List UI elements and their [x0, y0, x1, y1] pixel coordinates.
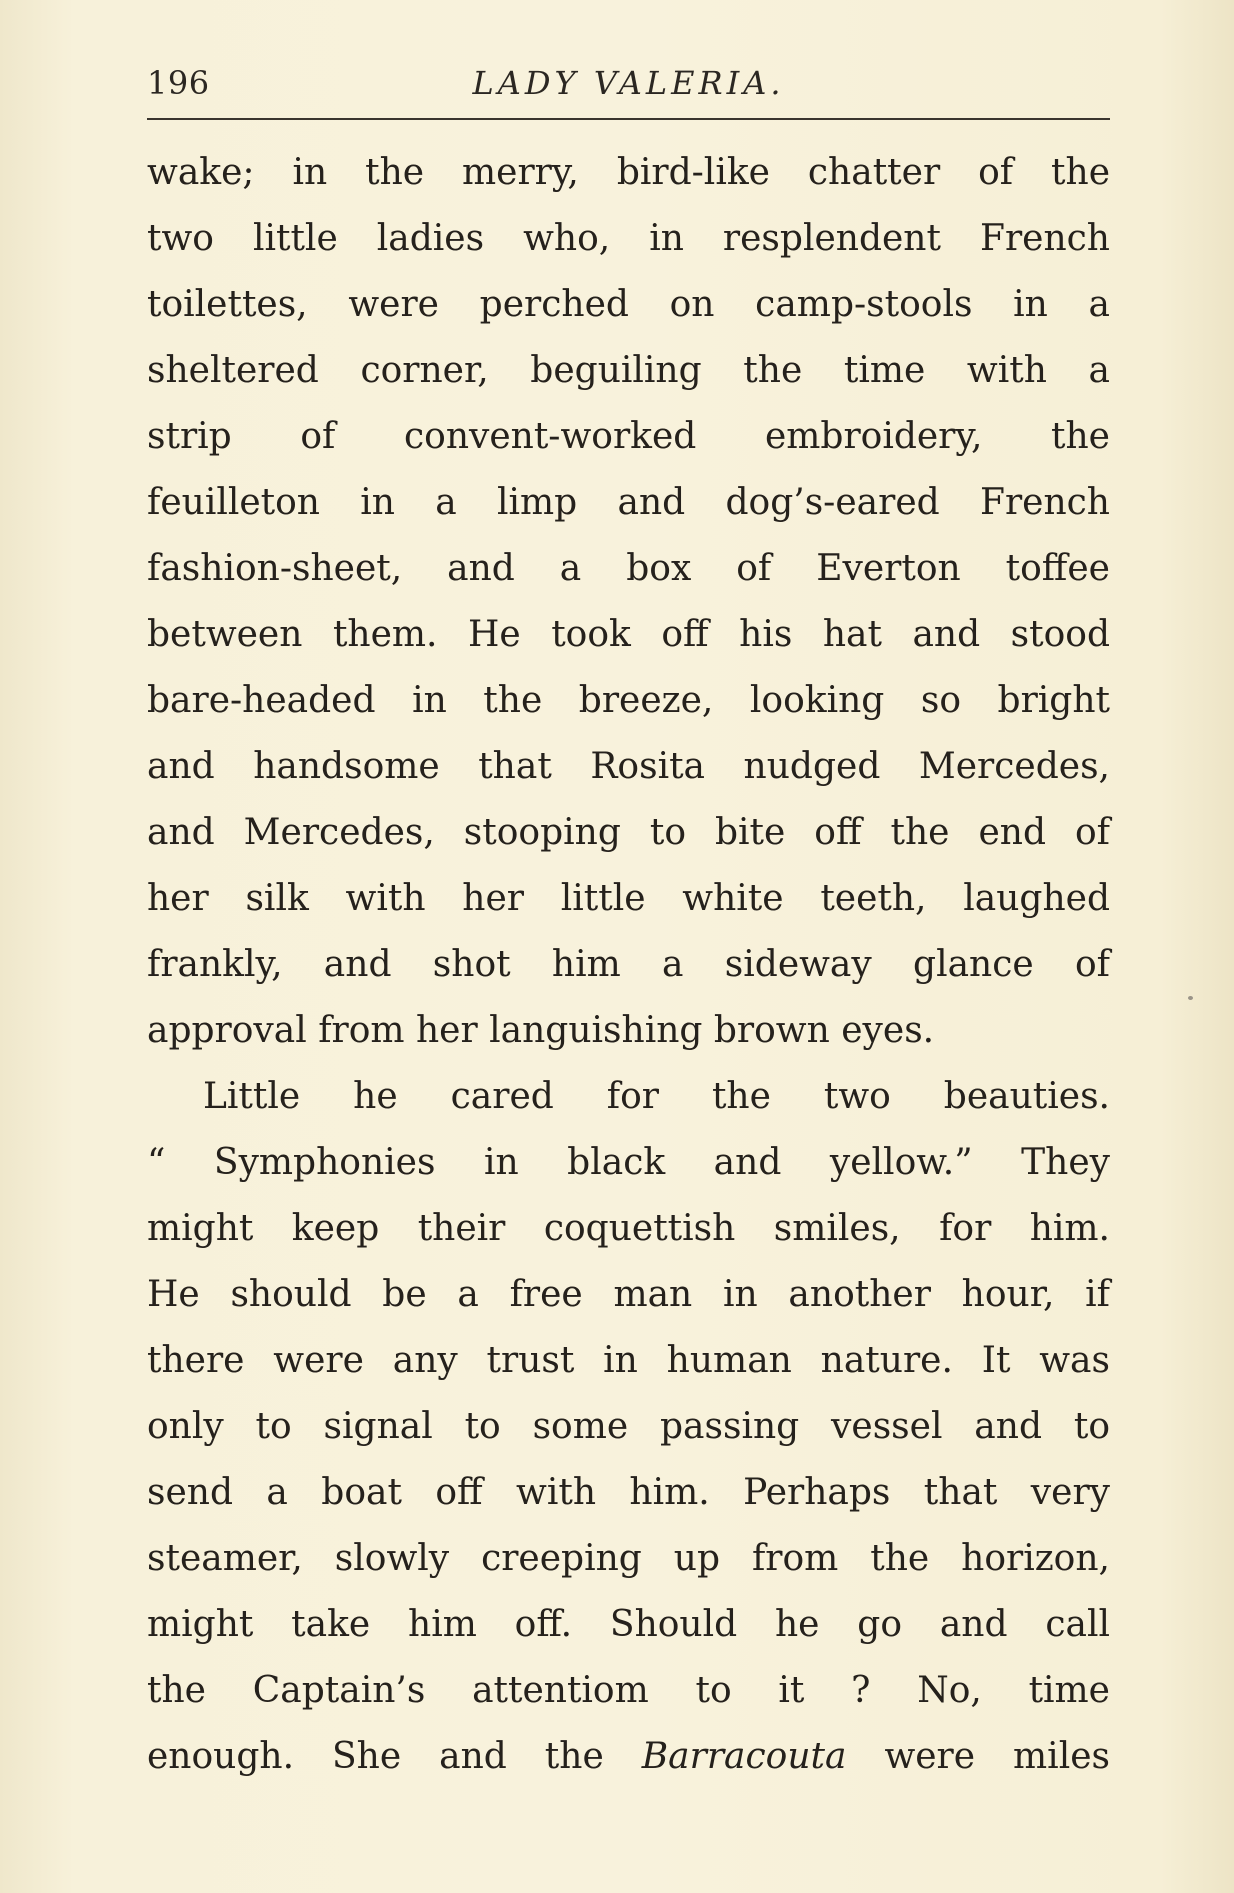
running-head [147, 58, 1110, 110]
text-line: only to signal to some passing vessel and to [147, 1406, 1110, 1447]
running-title: LADY VALERIA. [472, 64, 785, 102]
text-line: feuilleton in a limp and dog’s-eared French [147, 482, 1110, 523]
ship-name-italic: Barracouta [641, 1736, 847, 1777]
text-line: bare-headed in the breeze, looking so bright [147, 680, 1110, 721]
text-line: strip of convent-worked embroidery, the [147, 416, 1110, 457]
text-line-with-italic [147, 1724, 1110, 1790]
text-line: and Mercedes, stooping to bite off the end of [147, 812, 1110, 853]
text-line: the Captain’s attentiom to it ? No, time [147, 1670, 1110, 1711]
text-segment: enough. She and the [147, 1736, 642, 1777]
text-line: steamer, slowly creeping up from the horizon, [147, 1538, 1110, 1579]
text-line: sheltered corner, beguiling the time with a [147, 350, 1110, 391]
text-line: “ Symphonies in black and yellow.” They [147, 1142, 1110, 1183]
body-text [147, 140, 1110, 1790]
text-line: fashion-sheet, and a box of Everton toffee [147, 548, 1110, 589]
paper-speck [1188, 996, 1193, 1000]
text-segment: were miles [846, 1736, 1110, 1777]
header-rule [147, 118, 1110, 120]
text-line: send a boat off with him. Perhaps that very [147, 1472, 1110, 1513]
text-line: might keep their coquettish smiles, for him. [147, 1208, 1110, 1249]
text-line: and handsome that Rosita nudged Mercedes, [147, 746, 1110, 787]
paragraph-start-line: Little he cared for the two beauties. [203, 1076, 1110, 1117]
paragraph-end-line: approval from her languishing brown eyes. [147, 1010, 935, 1051]
text-line: wake; in the merry, bird-like chatter of the [147, 152, 1110, 193]
text-line: He should be a free man in another hour, if [147, 1274, 1110, 1315]
text-line: there were any trust in human nature. It was [147, 1340, 1110, 1381]
text-line: frankly, and shot him a sideway glance of [147, 944, 1110, 985]
text-line: two little ladies who, in resplendent French [147, 218, 1110, 259]
text-line: between them. He took off his hat and stood [147, 614, 1110, 655]
text-line: might take him off. Should he go and call [147, 1604, 1110, 1645]
text-line: her silk with her little white teeth, laughed [147, 878, 1110, 919]
page-number: 196 [147, 64, 210, 102]
text-line: toilettes, were perched on camp-stools in a [147, 284, 1110, 325]
